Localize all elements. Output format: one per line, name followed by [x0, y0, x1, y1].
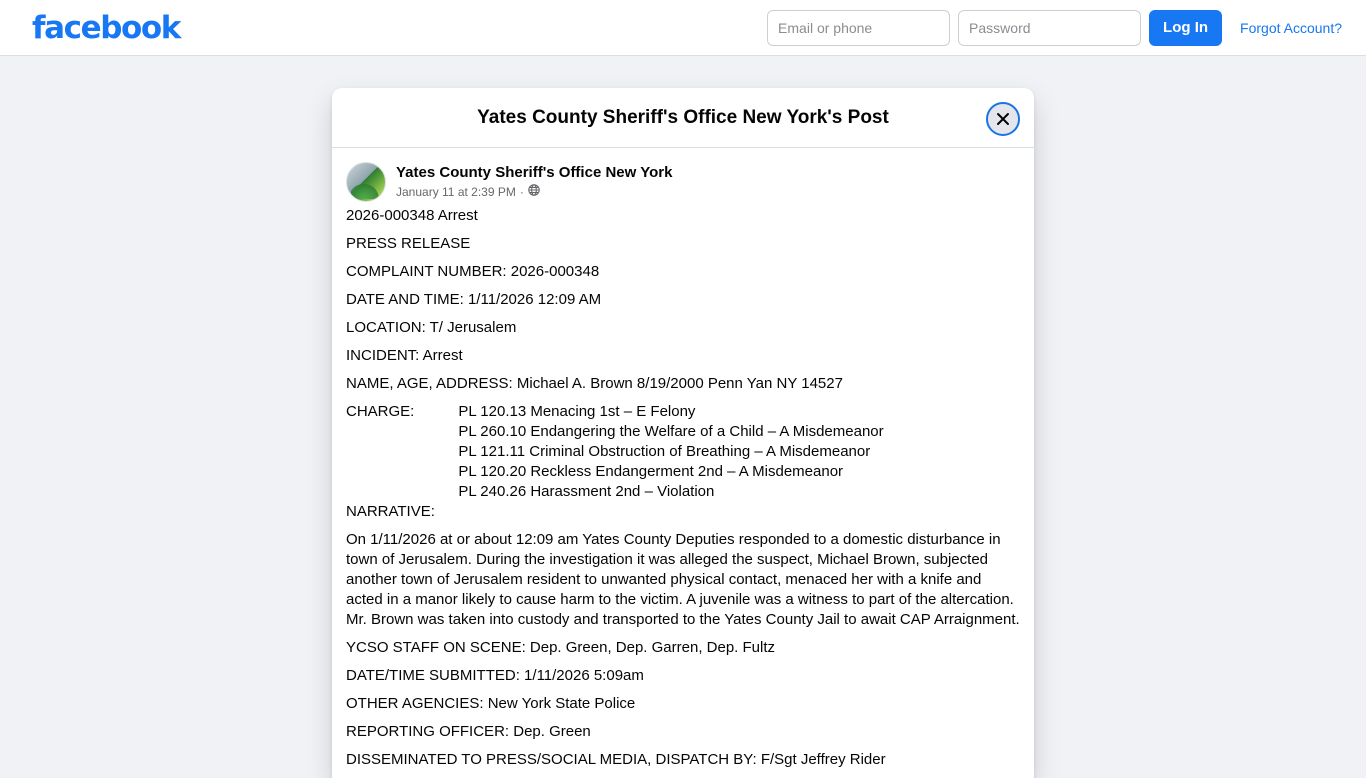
post-line: DATE/TIME SUBMITTED: 1/11/2026 5:09am — [346, 667, 644, 684]
post-line: DISSEMINATED TO PRESS/SOCIAL MEDIA, DISPATCH BY: F/Sgt Jeffrey Rider — [346, 751, 886, 768]
post-line: OTHER AGENCIES: New York State Police — [346, 695, 636, 712]
post-author-block — [396, 162, 672, 200]
charge-item: PL 260.10 Endangering the Welfare of a Child – A Misdemeanor — [458, 423, 884, 440]
post-line: YCSO STAFF ON SCENE: Dep. Green, Dep. Garren, Dep. Fultz — [346, 639, 776, 656]
post-line: COMPLAINT NUMBER: 2026-000348 — [346, 263, 600, 280]
close-icon[interactable] — [986, 102, 1020, 136]
post-header — [346, 162, 1020, 206]
post-line: NAME, AGE, ADDRESS: Michael A. Brown 8/19/2000 Penn Yan NY 14527 — [346, 375, 843, 392]
narrative-body: On 1/11/2026 at or about 12:09 am Yates County Deputies responded to a domestic disturbance in town of Jerusalem. During the investigation it was alleged the suspect, Michael Brown, subjected another town of Jerusalem resident to unwanted physical contact, menaced her with a knife and acted in a manor likely to cause harm to the victim. A juvenile was a witness to part of the altercation. Mr. Brown was taken into custody and transported to the Yates County Jail to await CAP Arraignment. — [346, 531, 1020, 628]
charge-item: PL 120.20 Reckless Endangerment 2nd – A Misdemeanor — [458, 463, 844, 480]
narrative-label: NARRATIVE: — [346, 503, 435, 520]
post-dialog — [332, 88, 1034, 778]
post-submeta — [396, 184, 672, 200]
post-line: PRESS RELEASE — [346, 235, 471, 252]
forgot-account-link[interactable]: Forgot Account? — [1240, 19, 1342, 36]
avatar[interactable] — [346, 162, 386, 202]
globe-icon — [528, 184, 540, 200]
charge-item: PL 120.13 Menacing 1st – E Felony — [458, 403, 696, 420]
post-timestamp[interactable]: January 11 at 2:39 PM — [396, 185, 516, 199]
charges-block — [346, 402, 1020, 502]
dialog-title: Yates County Sheriff's Office New York's Post — [477, 106, 889, 128]
facebook-logo[interactable]: facebook — [32, 9, 181, 46]
post-body — [346, 206, 1020, 778]
login-form — [767, 10, 1350, 46]
password-field[interactable] — [958, 10, 1141, 46]
dialog-body — [332, 148, 1034, 778]
facebook-top-bar — [0, 0, 1366, 56]
post-line: 2026-000348 Arrest — [346, 207, 478, 224]
meta-separator: · — [519, 185, 524, 199]
post-line: DATE AND TIME: 1/11/2026 12:09 AM — [346, 291, 602, 308]
charges-list — [458, 402, 883, 502]
email-field[interactable] — [767, 10, 950, 46]
post-line: REPORTING OFFICER: Dep. Green — [346, 723, 591, 740]
log-in-button[interactable]: Log In — [1149, 10, 1222, 46]
post-line: LOCATION: T/ Jerusalem — [346, 319, 517, 336]
page-name[interactable]: Yates County Sheriff's Office New York — [396, 164, 673, 181]
dialog-header — [332, 88, 1034, 148]
post-line: INCIDENT: Arrest — [346, 347, 463, 364]
charge-item: PL 121.11 Criminal Obstruction of Breathing – A Misdemeanor — [458, 443, 871, 460]
charge-label: CHARGE: — [346, 403, 415, 420]
charge-item: PL 240.26 Harassment 2nd – Violation — [458, 483, 715, 500]
